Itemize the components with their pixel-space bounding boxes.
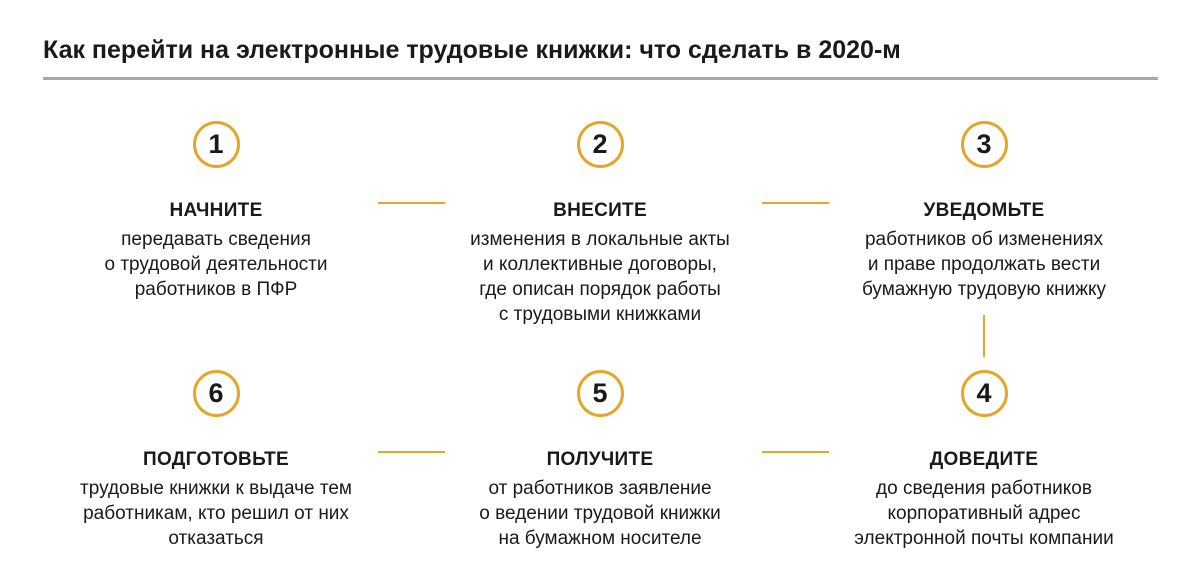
step-description-line: трудовые книжки к выдаче тем: [80, 478, 352, 499]
connector-3-4: [983, 315, 985, 357]
step-description-line: о трудовой деятельности: [104, 254, 328, 275]
step-description-line: работников в ПФР: [134, 279, 298, 300]
step-2: [420, 121, 780, 327]
step-description-line: до сведения работников: [876, 478, 1092, 499]
step-description: [36, 227, 396, 302]
step-description-line: где описан порядок работы: [479, 279, 721, 300]
step-description: [420, 227, 780, 327]
step-description-line: корпоративный адрес: [887, 503, 1081, 524]
connector-4-5: [762, 451, 829, 453]
connector-1-2: [378, 202, 445, 204]
step-number-badge: 2: [577, 121, 624, 168]
title-divider: [43, 77, 1158, 80]
step-number-badge: 5: [577, 370, 624, 417]
step-description-line: отказаться: [168, 528, 264, 549]
step-number-badge: 4: [961, 370, 1008, 417]
connector-5-6: [378, 451, 445, 453]
step-description: [804, 476, 1164, 551]
step-number-badge: 6: [193, 370, 240, 417]
step-description-line: работникам, кто решил от них: [83, 503, 349, 524]
step-title: УВЕДОМЬТЕ: [923, 200, 1045, 221]
step-title: НАЧНИТЕ: [169, 200, 263, 221]
step-description-line: от работников заявление: [488, 478, 712, 499]
step-title: ВНЕСИТЕ: [553, 200, 647, 221]
step-description-line: работников об изменениях: [864, 229, 1104, 250]
step-description: [804, 227, 1164, 302]
step-description-line: о ведении трудовой книжки: [479, 503, 721, 524]
page-title: Как перейти на электронные трудовые книжки: что сделать в 2020-м: [43, 36, 901, 64]
step-description-line: с трудовыми книжками: [498, 304, 702, 325]
step-description-line: и праве продолжать вести: [867, 254, 1101, 275]
step-title: ДОВЕДИТЕ: [929, 449, 1039, 470]
step-5: [420, 370, 780, 551]
step-description: [36, 476, 396, 551]
step-title: ПОДГОТОВЬТЕ: [143, 449, 289, 470]
step-4: [804, 370, 1164, 551]
step-title: ПОЛУЧИТЕ: [546, 449, 654, 470]
step-description-line: и коллективные договоры,: [483, 254, 717, 275]
step-1: [36, 121, 396, 302]
step-description-line: на бумажном носителе: [498, 528, 702, 549]
step-description-line: электронной почты компании: [854, 528, 1114, 549]
step-number-badge: 1: [193, 121, 240, 168]
step-description-line: изменения в локальные акты: [470, 229, 730, 250]
step-description-line: бумажную трудовую книжку: [861, 279, 1107, 300]
step-3: [804, 121, 1164, 302]
step-number-badge: 3: [961, 121, 1008, 168]
connector-2-3: [762, 202, 829, 204]
step-6: [36, 370, 396, 551]
step-description: [420, 476, 780, 551]
step-description-line: передавать сведения: [121, 229, 311, 250]
